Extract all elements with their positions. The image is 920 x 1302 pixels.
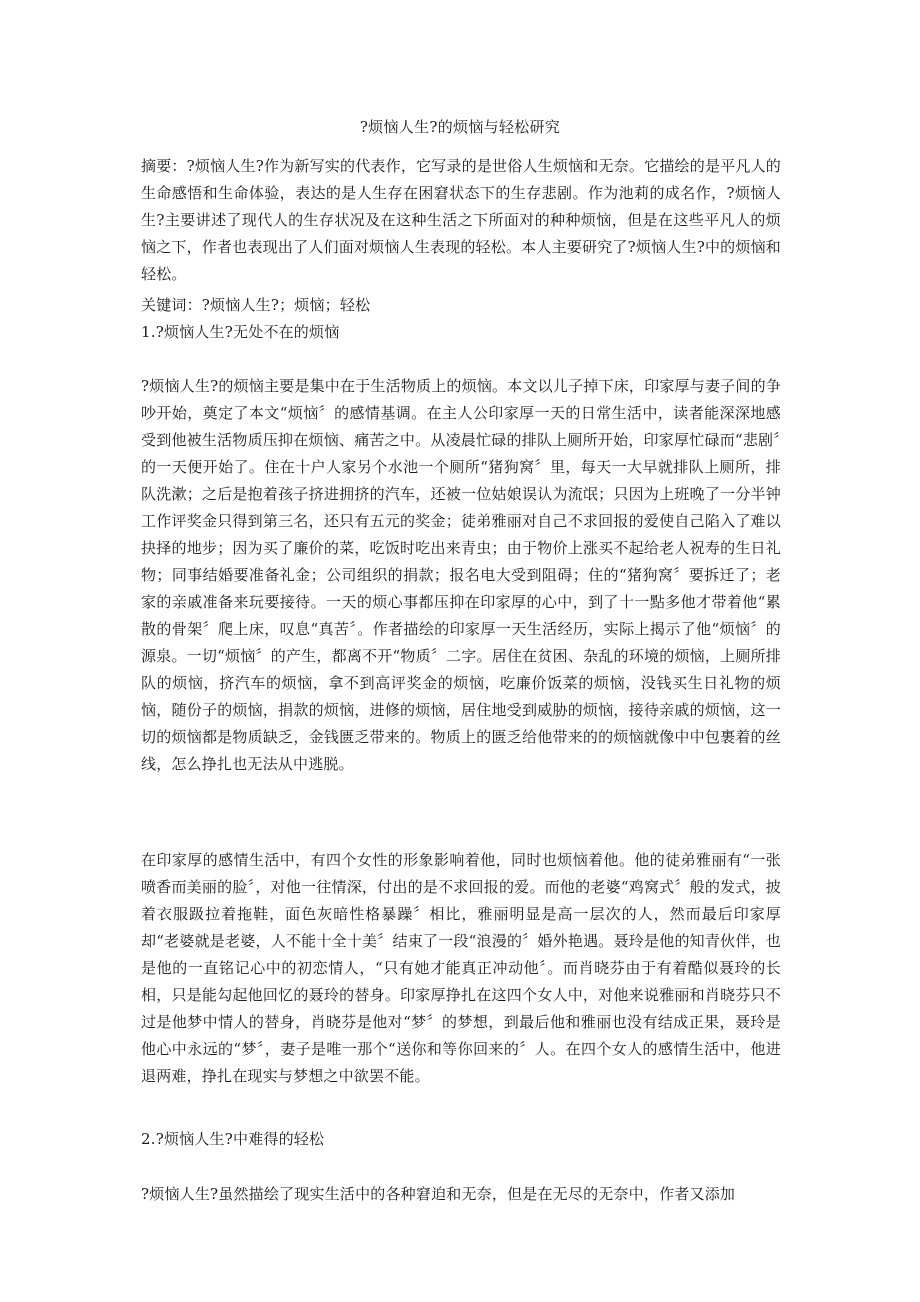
section-heading-1: 1.?烦恼人生?无处不在的烦恼 [141, 323, 340, 341]
section-heading-2: 2.?烦恼人生?中难得的轻松 [141, 1130, 325, 1148]
section1-paragraph-2: 在印家厚的感情生活中，有四个女性的形象影响着他，同时也烦恼着他。他的徒弟雅丽有“一张喷香而美丽的脸〞，对他一往情深，付出的是不求回报的爱。而他的老婆“鸡窝式〞般的发式，披着衣服趿拉着拖鞋，面色灰暗性格暴躁〞相比，雅丽明显是高一层次的人，然而最后印家厚却“老婆就是老婆，人不能十全十美〞结束了一段“浪漫的〞婚外艳遇。聂玲是他的知青伙伴，也是他的一直铭记心中的初恋情人，“只有她才能真正冲动他〞。而肖晓芬由于有着酷似聂玲的长相，只是能勾起他回忆的聂玲的替身。印家厚挣扎在这四个女人中，对他来说雅丽和肖晓芬只不过是他梦中情人的替身，肖晓芬是他对“梦〞的梦想，到最后他和雅丽也没有结成正果，聂玲是他心中永远的“梦〞，妻子是唯一那个“送你和等你回来的〞人。在四个女人的感情生活中，他进退两难，挣扎在现实与梦想之中欲罢不能。 [141, 851, 781, 1085]
keywords-line: 关键词：?烦恼人生?；烦恼；轻松 [141, 296, 371, 314]
document-title: ?烦恼人生?的烦恼与轻松研究 [359, 118, 561, 136]
abstract-paragraph: 摘要：?烦恼人生?作为新写实的代表作，它写录的是世俗人生烦恼和无奈。它描绘的是平凡人的生命感悟和生命体验，表达的是人生存在困窘状态下的生存悲剧。作为池莉的成名作，?烦恼人生?主要讲述了现代人的生存状况及在这种生活之下所面对的种种烦恼，但是在这些平凡人的烦恼之下，作者也表现出了人们面对烦恼人生表现的轻松。本人主要研究了?烦恼人生?中的烦恼和轻松。 [141, 157, 781, 283]
section1-paragraph-1: ?烦恼人生?的烦恼主要是集中在于生活物质上的烦恼。本文以儿子掉下床，印家厚与妻子间的争吵开始，奠定了本文“烦恼〞的感情基调。在主人公印家厚一天的日常生活中，读者能深深地感受到他被生活物质压抑在烦恼、痛苦之中。从凌晨忙碌的排队上厕所开始，印家厚忙碌而“悲剧〞的一天便开始了。住在十户人家另个水池一个厕所“猪狗窝〞里，每天一大早就排队上厕所，排队洗漱；之后是抱着孩子挤进拥挤的汽车，还被一位姑娘误认为流氓；只因为上班晚了一分半钟工作评奖金只得到第三名，还只有五元的奖金；徒弟雅丽对自己不求回报的爱使自己陷入了难以抉择的地步；因为买了廉价的菜，吃饭时吃出来青虫；由于物价上涨买不起给老人祝寿的生日礼物；同事结婚要准备礼金；公司组织的捐款；报名电大受到阻碍；住的“猪狗窝〞要拆迁了；老家的亲戚准备来玩要接待。一天的烦心事都压抑在印家厚的心中，到了十一點多他才带着他“累散的骨架〞爬上床，叹息“真苦〞。作者描绘的印家厚一天生活经历，实际上揭示了他“烦恼〞的源泉。一切“烦恼〞的产生，都离不开“物质〞二字。居住在贫困、杂乱的环境的烦恼，上厕所排队的烦恼，挤汽车的烦恼，拿不到高评奖金的烦恼，吃廉价饭菜的烦恼，没钱买生日礼物的烦恼，随份子的烦恼，捐款的烦恼，进修的烦恼，居住地受到威胁的烦恼，接待亲戚的烦恼，这一切的烦恼都是物质缺乏，金钱匮乏带来的。物质上的匮乏给他带来的的烦恼就像中中包裹着的丝线，怎么挣扎也无法从中逃脱。 [141, 377, 781, 773]
section2-paragraph-1: ?烦恼人生?虽然描绘了现实生活中的各种窘迫和无奈，但是在无尽的无奈中，作者又添加 [141, 1185, 736, 1203]
